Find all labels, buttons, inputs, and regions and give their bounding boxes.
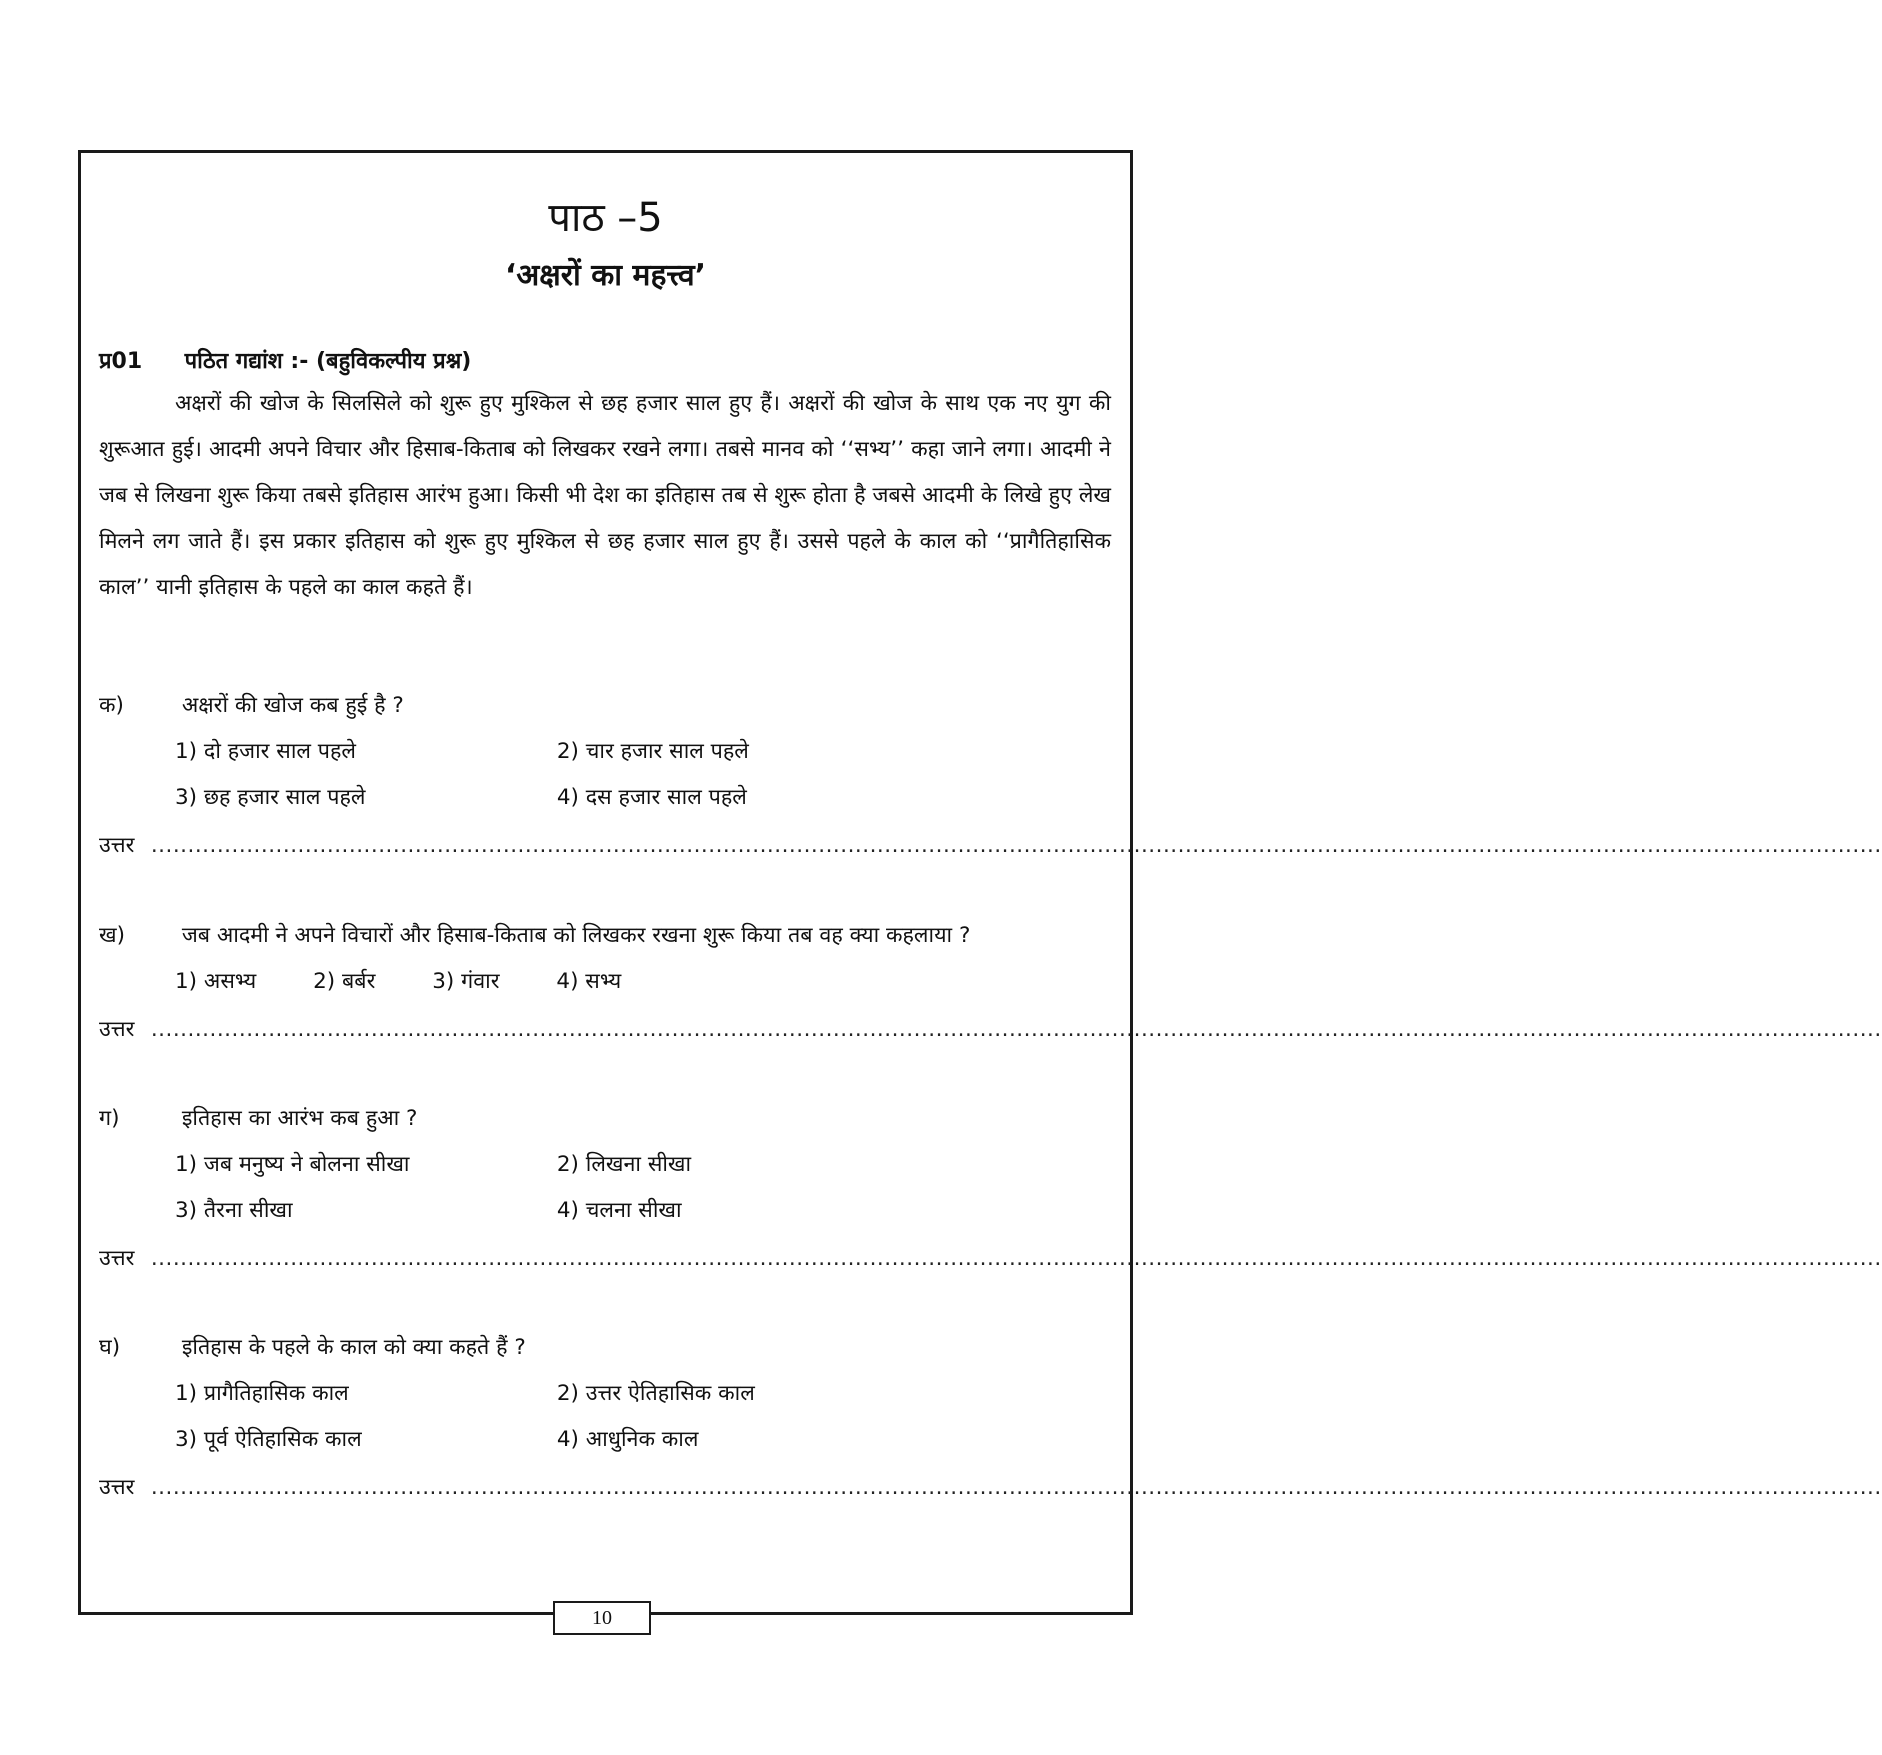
question-label: ख)	[99, 923, 125, 948]
answer-label: उत्तर	[99, 1246, 135, 1271]
question-text: इतिहास का आरंभ कब हुआ ?	[181, 1106, 418, 1131]
options-row	[99, 775, 1111, 821]
lesson-title: पाठ –5	[548, 195, 663, 241]
option-1: 1) जब मनुष्य ने बोलना सीखा	[175, 1152, 410, 1177]
option-3: 3) गंवार	[432, 969, 500, 994]
options-row	[99, 959, 1111, 1005]
option-2: 2) उत्तर ऐतिहासिक काल	[556, 1381, 755, 1406]
answer-label: उत्तर	[99, 1475, 135, 1500]
page-frame	[78, 150, 1882, 1615]
option-4: 4) दस हजार साल पहले	[556, 785, 747, 810]
answer-line[interactable]	[99, 821, 1882, 871]
question-line	[99, 683, 1111, 729]
passage-text: अक्षरों की खोज के सिलसिले को शुरू हुए मुश्किल से छह हजार साल हुए हैं। अक्षरों की खोज के साथ एक नए युग की शुरूआत हुई। आदमी अपने विचार और हिसाब-किताब को लिखकर रखने लगा। तबसे मानव को ‘‘सभ्य’’ कहा जाने लगा। आदमी ने जब से लिखना शुरू किया तबसे इतिहास आरंभ हुआ। किसी भी देश का इतिहास तब से शुरू होता है जबसे आदमी के लिखे हुए लेख मिलने लग जाते हैं। इस प्रकार इतिहास को शुरू हुए मुश्किल से छह हजार साल हुए हैं। उससे पहले के काल को ‘‘प्रागैतिहासिक काल’’ यानी इतिहास के पहले का काल कहते हैं।	[99, 391, 1111, 600]
answer-line[interactable]	[99, 1005, 1882, 1055]
question-label: घ)	[99, 1335, 121, 1360]
answer-blank[interactable]: ............................................................................................................................................................................................................................................	[150, 1246, 1882, 1271]
question-ka	[99, 683, 1882, 871]
option-2: 2) बर्बर	[313, 969, 376, 994]
page-number: 10	[553, 1601, 651, 1635]
option-1: 1) प्रागैतिहासिक काल	[175, 1381, 349, 1406]
question-line	[99, 913, 1111, 959]
option-4: 4) सभ्य	[556, 969, 622, 994]
option-4: 4) चलना सीखा	[556, 1198, 682, 1223]
answer-line[interactable]	[99, 1463, 1882, 1513]
option-2: 2) लिखना सीखा	[556, 1152, 692, 1177]
answer-label: उत्तर	[99, 1017, 135, 1042]
section-number: प्र01	[99, 349, 143, 374]
option-1: 1) दो हजार साल पहले	[175, 739, 357, 764]
question-kha	[99, 913, 1882, 1055]
options-row	[99, 1142, 1111, 1188]
options-row	[99, 729, 1111, 775]
option-3: 3) तैरना सीखा	[175, 1198, 293, 1223]
lesson-subtitle: ‘अक्षरों का महत्त्व’	[504, 258, 707, 293]
options-row	[99, 1188, 1111, 1234]
question-text: अक्षरों की खोज कब हुई है ?	[181, 693, 404, 718]
answer-line[interactable]	[99, 1234, 1882, 1284]
options-row	[99, 1371, 1111, 1417]
question-text: इतिहास के पहले के काल को क्या कहते हैं ?	[181, 1335, 526, 1360]
options-row	[99, 1417, 1111, 1463]
option-2: 2) चार हजार साल पहले	[556, 739, 749, 764]
option-1: 1) असभ्य	[175, 969, 257, 994]
question-label: क)	[99, 693, 124, 718]
answer-blank[interactable]: ............................................................................................................................................................................................................................................	[150, 1017, 1882, 1042]
section-header	[99, 345, 471, 375]
question-gha	[99, 1325, 1882, 1513]
answer-blank[interactable]: ............................................................................................................................................................................................................................................	[150, 833, 1882, 858]
option-4: 4) आधुनिक काल	[556, 1427, 699, 1452]
answer-label: उत्तर	[99, 833, 135, 858]
option-3: 3) छह हजार साल पहले	[175, 785, 366, 810]
question-text: जब आदमी ने अपने विचारों और हिसाब-किताब को लिखकर रखना शुरू किया तब वह क्या कहलाया ?	[181, 923, 971, 948]
question-ga	[99, 1096, 1882, 1284]
question-line	[99, 1096, 1111, 1142]
question-label: ग)	[99, 1106, 120, 1131]
answer-blank[interactable]: ............................................................................................................................................................................................................................................	[150, 1475, 1882, 1500]
question-line	[99, 1325, 1111, 1371]
section-title: पठित गद्यांश :- (बहुविकल्पीय प्रश्न)	[184, 349, 472, 374]
option-3: 3) पूर्व ऐतिहासिक काल	[175, 1427, 362, 1452]
